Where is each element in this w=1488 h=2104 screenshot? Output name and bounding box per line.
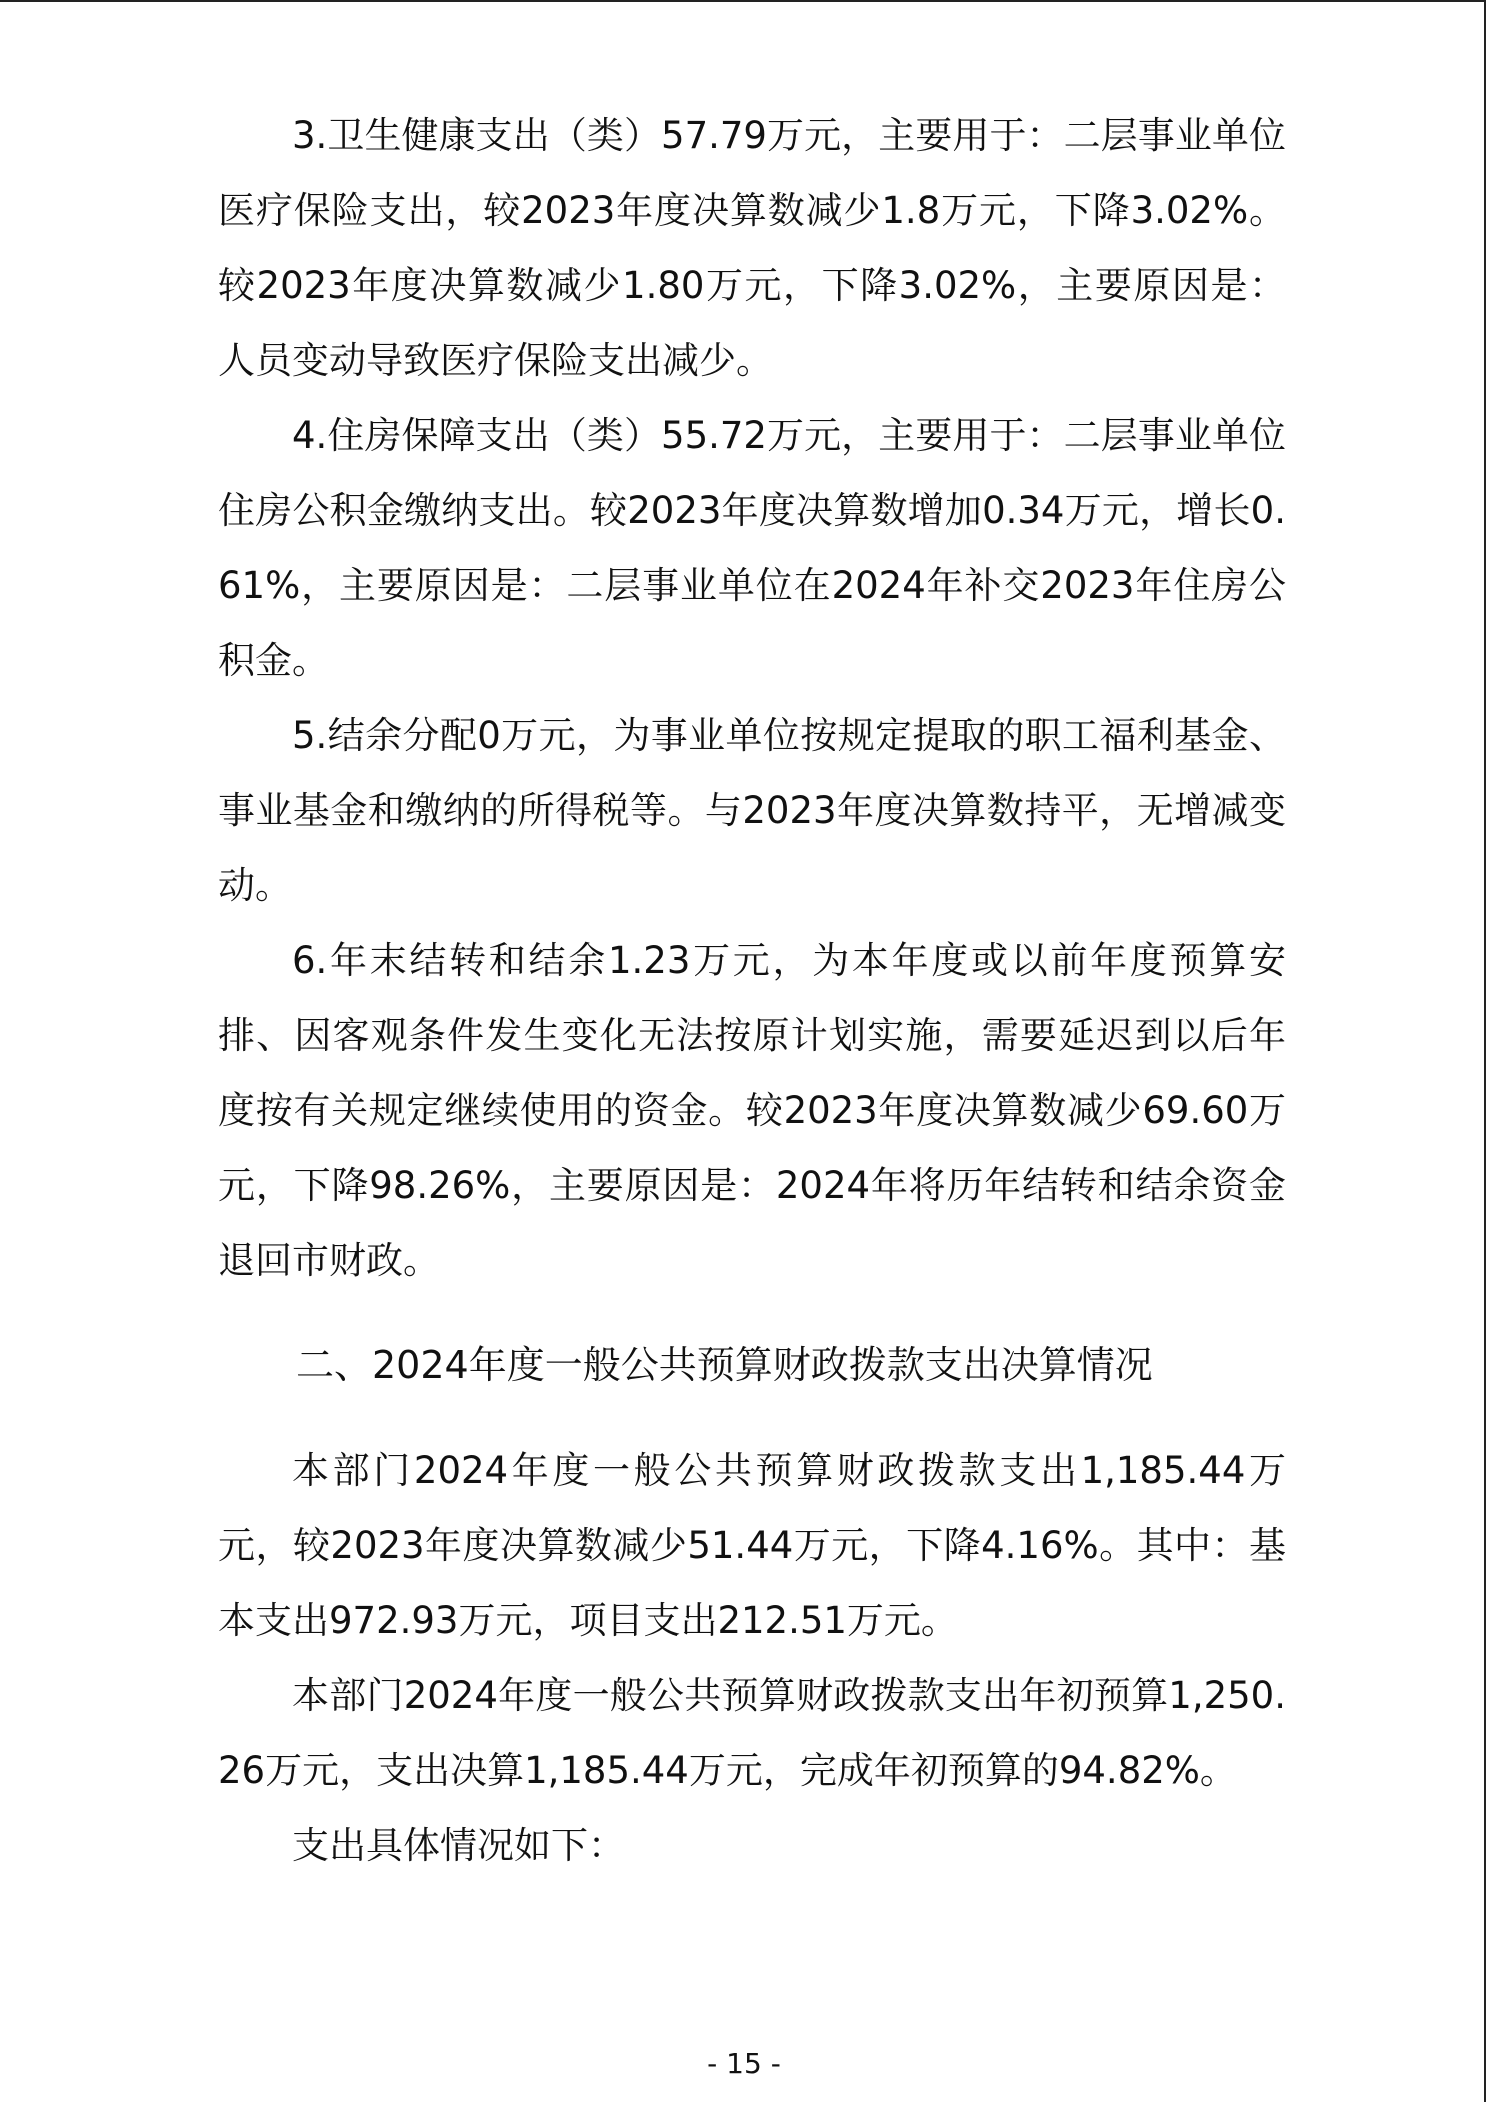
paragraph-year-end-balance: 6.年末结转和结余1.23万元，为本年度或以前年度预算安排、因客观条件发生变化无法按原计划实施，需要延迟到以后年度按有关规定继续使用的资金。较2023年度决算数减少69.60万元，下降98.26%，主要原因是：2024年将历年结转和结余资金退回市财政。: [218, 939, 1286, 1282]
page-number: - 15 -: [707, 2047, 781, 2080]
paragraph-housing-expense: 4.住房保障支出（类）55.72万元，主要用于：二层事业单位住房公积金缴纳支出。较2023年度决算数增加0.34万元，增长0.61%，主要原因是：二层事业单位在2024年补交2023年住房公积金。: [218, 414, 1286, 682]
paragraph-total-expense: 本部门2024年度一般公共预算财政拨款支出1,185.44万元，较2023年度决算数减少51.44万元，下降4.16%。其中：基本支出972.93万元，项目支出212.51万元。: [218, 1449, 1286, 1642]
section-heading: 二、2024年度一般公共预算财政拨款支出决算情况: [296, 1343, 1153, 1387]
paragraph-details-intro: 支出具体情况如下：: [292, 1824, 625, 1867]
paragraph-budget-completion: 本部门2024年度一般公共预算财政拨款支出年初预算1,250.26万元，支出决算1,185.44万元，完成年初预算的94.82%。: [218, 1674, 1286, 1792]
paragraph-health-expense: 3.卫生健康支出（类）57.79万元，主要用于：二层事业单位医疗保险支出，较2023年度决算数减少1.8万元，下降3.02%。较2023年度决算数减少1.80万元，下降3.02%，主要原因是：人员变动导致医疗保险支出减少。: [218, 114, 1286, 382]
document-body: [218, 98, 1286, 1883]
paragraph-surplus-distribution: 5.结余分配0万元，为事业单位按规定提取的职工福利基金、事业基金和缴纳的所得税等。与2023年度决算数持平，无增减变动。: [218, 714, 1286, 907]
